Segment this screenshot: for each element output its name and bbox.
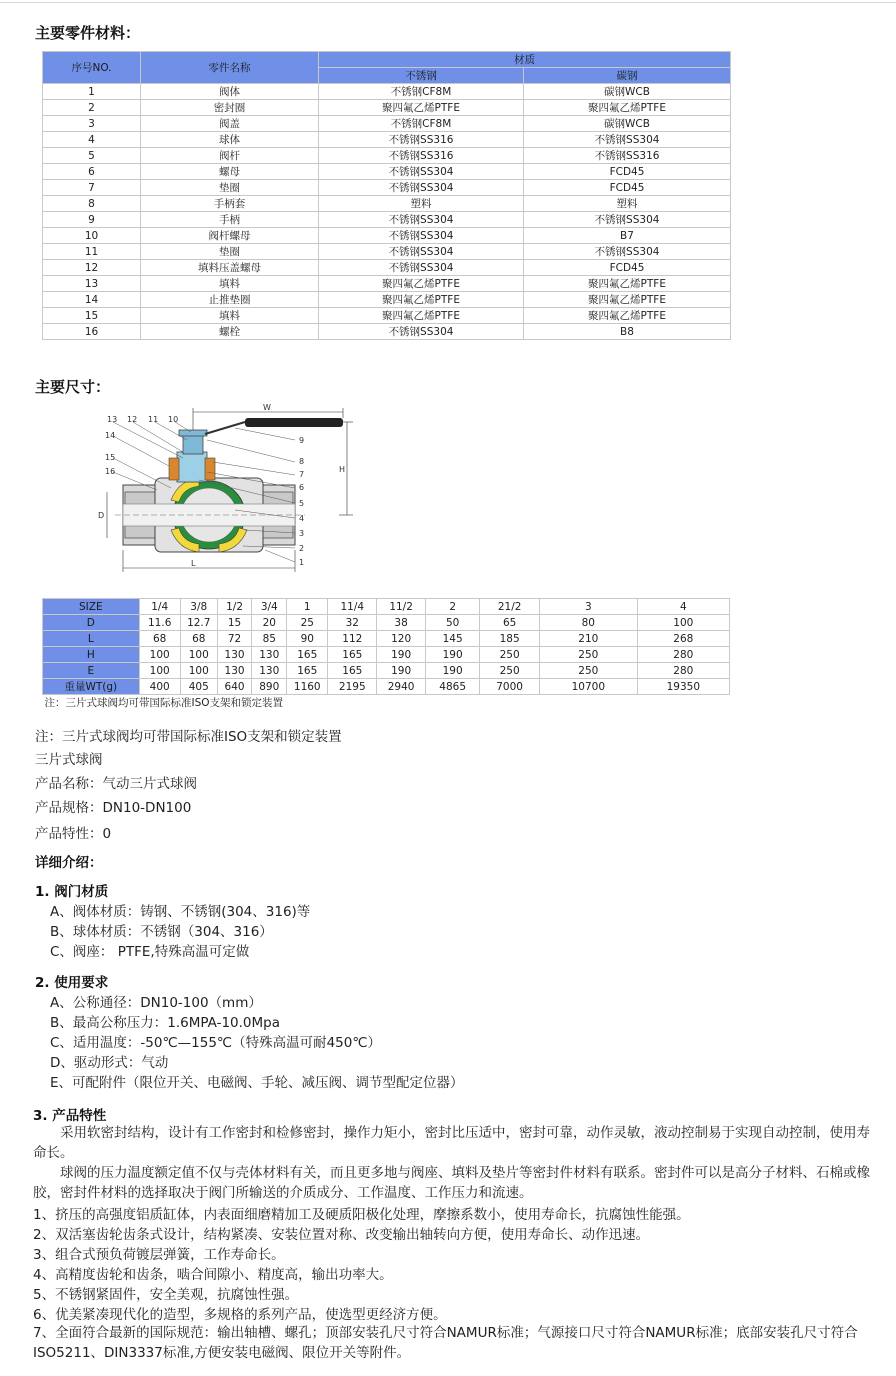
cell-name: 填料 — [141, 276, 319, 292]
detail-heading: 详细介绍： — [35, 855, 103, 871]
size-table — [42, 598, 730, 710]
section2-title: 2. 使用要求 — [35, 975, 109, 991]
size-cell: 165 — [328, 663, 377, 679]
product-name: 产品名称：气动三片式球阀 — [35, 776, 197, 792]
table-row — [43, 116, 731, 132]
size-cell: 80 — [539, 615, 637, 631]
size-cell: 72 — [217, 631, 252, 647]
size-cell: 2 — [426, 599, 480, 615]
size-cell: 190 — [426, 647, 480, 663]
cell-carbon: 聚四氟乙烯PTFE — [524, 276, 731, 292]
table-row — [43, 244, 731, 260]
cell-stainless: 不锈钢SS304 — [319, 260, 524, 276]
col-header-no: 序号NO. — [43, 52, 141, 84]
table-row — [43, 196, 731, 212]
size-cell: 130 — [252, 647, 287, 663]
size-cell: 2195 — [328, 679, 377, 695]
size-cell: 32 — [328, 615, 377, 631]
section2-item: D、驱动形式：气动 — [50, 1055, 169, 1071]
section2-item: C、适用温度：-50℃—155℃（特殊高温可耐450℃） — [50, 1035, 381, 1051]
dimensions-heading: 主要尺寸： — [35, 378, 111, 396]
label-5: 5 — [299, 499, 305, 508]
cell-no: 3 — [43, 116, 141, 132]
label-d: D — [98, 511, 105, 520]
section1-item: B、球体材质：不锈钢（304、316） — [50, 924, 273, 940]
label-3: 3 — [299, 529, 305, 538]
size-cell: 165 — [287, 663, 328, 679]
section1-item: A、阀体材质：铸钢、不锈钢(304、316)等 — [50, 904, 311, 920]
table-row — [43, 132, 731, 148]
cell-carbon: 聚四氟乙烯PTFE — [524, 100, 731, 116]
cell-stainless: 聚四氟乙烯PTFE — [319, 276, 524, 292]
cell-name: 阀盖 — [141, 116, 319, 132]
section3-item-7: 7、全面符合最新的国际规范：输出轴槽、螺孔；顶部安装孔尺寸符合NAMUR标准；气源接口尺寸符合NAMUR标准；底部安装孔尺寸符合ISO5211、DIN3337标准,方便安装电磁阀、限位开关等附件。 — [33, 1325, 858, 1361]
size-cell: 20 — [252, 615, 287, 631]
cell-name: 阀杆螺母 — [141, 228, 319, 244]
col-header-material: 材质 — [319, 52, 731, 68]
cell-carbon: B7 — [524, 228, 731, 244]
label-13: 13 — [107, 415, 118, 424]
cell-name: 手柄套 — [141, 196, 319, 212]
label-2: 2 — [299, 544, 305, 553]
table-row — [43, 228, 731, 244]
table-row — [43, 647, 730, 663]
size-cell: 120 — [377, 631, 426, 647]
label-8: 8 — [299, 457, 305, 466]
cell-carbon: 不锈钢SS304 — [524, 132, 731, 148]
size-cell: 7000 — [480, 679, 540, 695]
cell-stainless: 聚四氟乙烯PTFE — [319, 100, 524, 116]
size-cell: 11.6 — [139, 615, 180, 631]
cell-no: 12 — [43, 260, 141, 276]
product-type: 三片式球阀 — [35, 752, 103, 768]
size-cell: 268 — [637, 631, 729, 647]
cell-name: 密封圈 — [141, 100, 319, 116]
cell-stainless: 不锈钢SS304 — [319, 324, 524, 340]
size-cell: 190 — [377, 647, 426, 663]
label-9: 9 — [299, 436, 305, 445]
product-spec: 产品规格：DN10-DN100 — [35, 800, 192, 816]
section2-item: A、公称通径：DN10-100（mm） — [50, 995, 262, 1011]
label-h: H — [339, 465, 346, 474]
size-cell: 165 — [287, 647, 328, 663]
size-cell: 190 — [426, 663, 480, 679]
size-cell: 185 — [480, 631, 540, 647]
cell-carbon: FCD45 — [524, 180, 731, 196]
table-row — [43, 84, 731, 100]
section3-item: 6、优美紧凑现代化的造型，多规格的系列产品，使选型更经济方便。 — [33, 1307, 447, 1323]
size-cell: 100 — [180, 663, 217, 679]
cell-stainless: 聚四氟乙烯PTFE — [319, 308, 524, 324]
cell-name: 垫圈 — [141, 180, 319, 196]
size-cell: 145 — [426, 631, 480, 647]
ball-valve-diagram — [95, 400, 365, 580]
table-row — [43, 164, 731, 180]
row-label: D — [43, 615, 140, 631]
size-cell: 210 — [539, 631, 637, 647]
cell-no: 14 — [43, 292, 141, 308]
table-row — [43, 695, 730, 711]
row-label: 重量WT(g) — [43, 679, 140, 695]
size-cell: 405 — [180, 679, 217, 695]
label-w: W — [263, 403, 271, 412]
size-cell: 3/4 — [252, 599, 287, 615]
size-cell: 1160 — [287, 679, 328, 695]
table-row — [43, 615, 730, 631]
cell-no: 2 — [43, 100, 141, 116]
cell-carbon: B8 — [524, 324, 731, 340]
label-11: 11 — [148, 415, 159, 424]
cell-stainless: 不锈钢SS304 — [319, 164, 524, 180]
table-row — [43, 180, 731, 196]
label-10: 10 — [168, 415, 179, 424]
size-cell: 3 — [539, 599, 637, 615]
table-row — [43, 663, 730, 679]
section2-item: B、最高公称压力：1.6MPA-10.0Mpa — [50, 1015, 281, 1031]
cell-carbon: 不锈钢SS304 — [524, 212, 731, 228]
section2-item: E、可配附件（限位开关、电磁阀、手轮、减压阀、调节型配定位器） — [50, 1075, 464, 1091]
table-row — [43, 276, 731, 292]
size-cell: 11/4 — [328, 599, 377, 615]
size-cell: 68 — [139, 631, 180, 647]
size-cell: 280 — [637, 647, 729, 663]
col-header-stainless: 不锈钢 — [319, 68, 524, 84]
cell-name: 螺母 — [141, 164, 319, 180]
size-cell: 130 — [217, 647, 252, 663]
cell-no: 1 — [43, 84, 141, 100]
size-cell: 90 — [287, 631, 328, 647]
label-12: 12 — [127, 415, 138, 424]
table-row — [43, 631, 730, 647]
section3-item: 2、双活塞齿轮齿条式设计，结构紧凑、安装位置对称、改变输出轴转向方便，使用寿命长、动作迅速。 — [33, 1227, 650, 1243]
label-15: 15 — [105, 453, 116, 462]
table-row — [43, 599, 730, 615]
row-label: E — [43, 663, 140, 679]
section3-paragraph-1: 采用软密封结构，设计有工作密封和检修密封，操作力矩小，密封比压适中，密封可靠，动作灵敏，液动控制易于实现自动控制，使用寿命长。 — [33, 1125, 870, 1161]
cell-stainless: 不锈钢SS316 — [319, 148, 524, 164]
section1-item: C、阀座： PTFE,特殊高温可定做 — [50, 944, 250, 960]
section3-title: 3. 产品特性 — [33, 1108, 107, 1124]
size-cell: 250 — [539, 647, 637, 663]
size-cell: 65 — [480, 615, 540, 631]
size-cell: 85 — [252, 631, 287, 647]
size-cell: 280 — [637, 663, 729, 679]
cell-no: 8 — [43, 196, 141, 212]
label-4: 4 — [299, 514, 305, 523]
size-cell: 3/8 — [180, 599, 217, 615]
label-l: L — [191, 559, 196, 568]
label-14: 14 — [105, 431, 116, 440]
cell-stainless: 不锈钢SS304 — [319, 228, 524, 244]
cell-name: 手柄 — [141, 212, 319, 228]
label-16: 16 — [105, 467, 116, 476]
label-6: 6 — [299, 483, 305, 492]
size-cell: 21/2 — [480, 599, 540, 615]
size-cell: 2940 — [377, 679, 426, 695]
cell-no: 10 — [43, 228, 141, 244]
cell-name: 球体 — [141, 132, 319, 148]
cell-carbon: 碳钢WCB — [524, 116, 731, 132]
cell-no: 11 — [43, 244, 141, 260]
section3-paragraph-2: 球阀的压力温度额定值不仅与壳体材料有关，而且更多地与阀座、填料及垫片等密封件材料有联系。密封件可以是高分子材料、石棉或橡胶，密封件材料的选择取决于阀门所输送的介质成分、工作温度、工作压力和流速。 — [33, 1165, 870, 1201]
cell-name: 螺栓 — [141, 324, 319, 340]
size-cell: 1/2 — [217, 599, 252, 615]
parts-material-table — [42, 51, 731, 340]
cell-carbon: FCD45 — [524, 260, 731, 276]
size-cell: 112 — [328, 631, 377, 647]
section3-item: 1、挤压的高强度铝质缸体，内表面细磨精加工及硬质阳极化处理，摩擦系数小，使用寿命长，抗腐蚀性能强。 — [33, 1207, 690, 1223]
section1-title: 1. 阀门材质 — [35, 884, 109, 900]
cell-carbon: 聚四氟乙烯PTFE — [524, 292, 731, 308]
table-row — [43, 679, 730, 695]
cell-no: 13 — [43, 276, 141, 292]
row-label: L — [43, 631, 140, 647]
section3-item: 3、组合式预负荷镀层弹簧，工作寿命长。 — [33, 1247, 285, 1263]
cell-stainless: 聚四氟乙烯PTFE — [319, 292, 524, 308]
row-label: SIZE — [43, 599, 140, 615]
size-cell: 130 — [217, 663, 252, 679]
cell-no: 7 — [43, 180, 141, 196]
cell-carbon: 聚四氟乙烯PTFE — [524, 308, 731, 324]
size-cell: 250 — [539, 663, 637, 679]
col-header-name: 零件名称 — [141, 52, 319, 84]
size-cell: 4865 — [426, 679, 480, 695]
size-cell: 100 — [139, 663, 180, 679]
size-cell: 100 — [637, 615, 729, 631]
section3-item: 4、高精度齿轮和齿条，啮合间隙小、精度高，输出功率大。 — [33, 1267, 393, 1283]
size-cell: 100 — [180, 647, 217, 663]
parts-heading: 主要零件材料： — [35, 24, 141, 42]
cell-stainless: 不锈钢SS316 — [319, 132, 524, 148]
table-row — [43, 260, 731, 276]
size-cell: 640 — [217, 679, 252, 695]
table-row — [43, 324, 731, 340]
size-cell: 25 — [287, 615, 328, 631]
size-cell: 12.7 — [180, 615, 217, 631]
size-table-note: 注：三片式球阀均可带国际标准ISO支架和锁定装置 — [44, 696, 284, 709]
product-feature: 产品特性：0 — [35, 826, 112, 842]
cell-stainless: 塑料 — [319, 196, 524, 212]
size-cell: 250 — [480, 663, 540, 679]
table-row — [43, 292, 731, 308]
cell-no: 4 — [43, 132, 141, 148]
cell-no: 9 — [43, 212, 141, 228]
label-1: 1 — [299, 558, 305, 567]
cell-carbon: 塑料 — [524, 196, 731, 212]
cell-name: 填料 — [141, 308, 319, 324]
size-cell: 11/2 — [377, 599, 426, 615]
top-divider — [0, 2, 896, 3]
size-cell: 250 — [480, 647, 540, 663]
size-cell: 190 — [377, 663, 426, 679]
cell-stainless: 不锈钢SS304 — [319, 180, 524, 196]
cell-carbon: 碳钢WCB — [524, 84, 731, 100]
info-note: 注：三片式球阀均可带国际标准ISO支架和锁定装置 — [35, 729, 342, 745]
size-cell: 10700 — [539, 679, 637, 695]
cell-name: 止推垫圈 — [141, 292, 319, 308]
size-cell: 100 — [139, 647, 180, 663]
size-cell: 15 — [217, 615, 252, 631]
size-cell: 4 — [637, 599, 729, 615]
cell-carbon: 不锈钢SS304 — [524, 244, 731, 260]
table-row — [43, 212, 731, 228]
size-cell: 890 — [252, 679, 287, 695]
cell-no: 6 — [43, 164, 141, 180]
size-cell: 38 — [377, 615, 426, 631]
cell-name: 阀体 — [141, 84, 319, 100]
table-row — [43, 148, 731, 164]
label-7: 7 — [299, 470, 305, 479]
cell-stainless: 不锈钢CF8M — [319, 116, 524, 132]
col-header-carbon: 碳钢 — [524, 68, 731, 84]
size-cell: 1/4 — [139, 599, 180, 615]
cell-stainless: 不锈钢SS304 — [319, 244, 524, 260]
cell-name: 填料压盖螺母 — [141, 260, 319, 276]
size-cell: 19350 — [637, 679, 729, 695]
size-cell: 50 — [426, 615, 480, 631]
cell-carbon: FCD45 — [524, 164, 731, 180]
cell-no: 16 — [43, 324, 141, 340]
row-label: H — [43, 647, 140, 663]
cell-no: 15 — [43, 308, 141, 324]
section3-item: 5、不锈钢紧固件，安全美观，抗腐蚀性强。 — [33, 1287, 299, 1303]
size-cell: 1 — [287, 599, 328, 615]
cell-no: 5 — [43, 148, 141, 164]
cell-stainless: 不锈钢CF8M — [319, 84, 524, 100]
size-cell: 68 — [180, 631, 217, 647]
cell-carbon: 不锈钢SS316 — [524, 148, 731, 164]
size-cell: 400 — [139, 679, 180, 695]
cell-name: 阀杆 — [141, 148, 319, 164]
cell-stainless: 不锈钢SS304 — [319, 212, 524, 228]
size-cell: 165 — [328, 647, 377, 663]
cell-name: 垫圈 — [141, 244, 319, 260]
size-cell: 130 — [252, 663, 287, 679]
table-row — [43, 308, 731, 324]
table-row — [43, 100, 731, 116]
